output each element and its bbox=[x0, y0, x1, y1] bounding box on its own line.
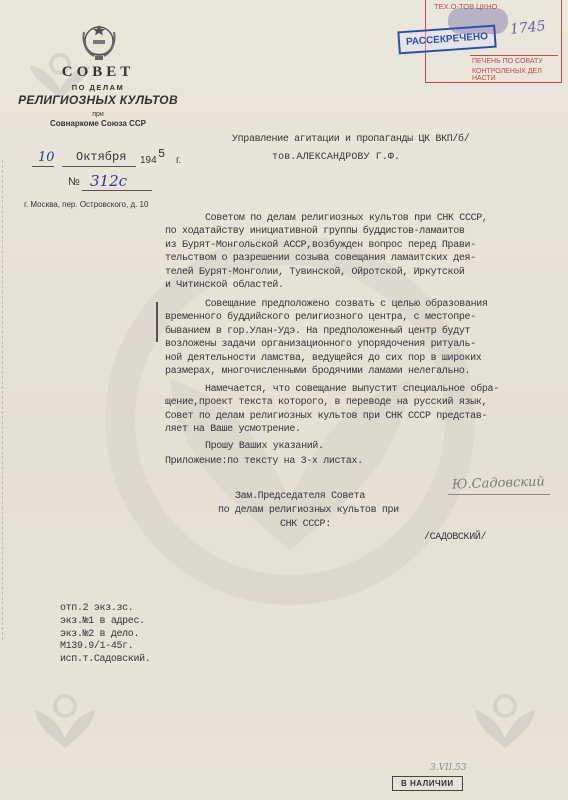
handwritten-signature: Ю.Садовский bbox=[451, 474, 545, 493]
bottom-pencil-note: 3.VII.53 bbox=[430, 763, 467, 773]
date-year-digit: 5 bbox=[158, 147, 166, 161]
dispatch-notes bbox=[60, 603, 150, 667]
text-line: размерах, многочисленными бродячими ламами нелегально. bbox=[165, 366, 471, 378]
body-paragraph-2 bbox=[165, 298, 488, 378]
registration-number bbox=[68, 174, 168, 192]
letterhead-religious-cults: РЕЛИГИОЗНЫХ КУЛЬТОВ bbox=[18, 93, 178, 107]
dispatch-note-line: М139.9/1-45г. bbox=[60, 641, 134, 653]
stamp-red-line3: КОНТРОЛЕНЫХ ДЕЛ НАСТИ bbox=[472, 68, 542, 82]
text-line: ной деятельности ламства, ведущейся до сих пор в широких bbox=[165, 352, 482, 364]
letterhead-on-affairs: ПО ДЕЛАМ bbox=[71, 83, 125, 92]
text-line: возложены задачи организационного упорядочения ритуаль- bbox=[165, 339, 476, 351]
text-line: тельством о разрешении созыва совещания ламаитских дея- bbox=[165, 253, 476, 265]
text-line: щение,проект текста которого, в переводе на русский язык, bbox=[165, 397, 488, 409]
text-line: из Бурят-Монгольской АССР,возбужден вопрос перед Прави- bbox=[165, 239, 476, 251]
date-month: Октября bbox=[76, 150, 127, 164]
watermark-emblem-icon bbox=[470, 690, 540, 750]
number-underline bbox=[82, 190, 152, 191]
text-line: временного буддийского религиозного центра, с местопре- bbox=[165, 312, 476, 324]
request-line: Прошу Ваших указаний. bbox=[205, 441, 324, 452]
text-line: по ходатайству инициативной группы буддистов-ламаитов bbox=[165, 226, 465, 238]
signature-underline bbox=[448, 494, 550, 495]
dispatch-note-line: экз.№2 в дело. bbox=[60, 628, 140, 640]
date-day: 10 bbox=[38, 150, 55, 165]
text-line: Намечается, что совещание выпустит специальное обра- bbox=[205, 384, 499, 395]
text-line: Советом по делам религиозных культов при СНК СССР, bbox=[205, 213, 488, 224]
coat-of-arms-icon bbox=[80, 22, 118, 62]
date-year-suffix: г. bbox=[176, 155, 182, 166]
dispatch-note-line: экз.№1 в адрес. bbox=[60, 615, 145, 627]
date-line bbox=[28, 147, 188, 168]
signature-name: /САДОВСКИЙ/ bbox=[424, 532, 487, 543]
watermark-emblem-icon bbox=[30, 690, 100, 750]
signature-line-1: Зам.Председателя Совета bbox=[235, 491, 365, 502]
margin-pencil-mark bbox=[156, 302, 158, 342]
date-year-prefix: 194 bbox=[140, 155, 157, 166]
letterhead-at: при bbox=[92, 111, 104, 118]
dispatch-note-line: исп.т.Садовский. bbox=[60, 654, 151, 666]
letterhead bbox=[18, 64, 178, 128]
number-value: 312с bbox=[90, 172, 128, 190]
dispatch-note-line: отп.2 экз.зс. bbox=[60, 603, 134, 614]
text-line: Совет по делам религиозных культов при СНК СССР представ- bbox=[165, 410, 488, 422]
date-day-underline bbox=[32, 166, 54, 167]
text-line: телей Бурят-Монголии, Тувинской, Ойротской, Иркутской bbox=[165, 266, 465, 278]
stamp-ink-mark bbox=[448, 8, 508, 34]
text-line: ляет на Ваше усмотрение. bbox=[165, 424, 301, 436]
signature-line-3: СНК СССР: bbox=[280, 519, 331, 530]
text-line: и Читинской областей. bbox=[165, 280, 284, 292]
number-sign: № bbox=[68, 176, 80, 188]
addressee-recipient: тов.АЛЕКСАНДРОВУ Г.Ф. bbox=[272, 152, 401, 163]
body-paragraph-1 bbox=[165, 212, 488, 292]
text-line: Совещание предположено созвать с целью образования bbox=[205, 299, 488, 310]
binding-mark bbox=[2, 160, 6, 640]
text-line: быванием в гор.Улан-Удэ. На предположенный центр будут bbox=[165, 325, 471, 337]
body-paragraph-3 bbox=[165, 383, 499, 437]
letterhead-sovnarkom: Совнаркоме Союза ССР bbox=[50, 119, 146, 128]
declassified-stamp: РАССЕКРЕЧЕНО bbox=[397, 25, 496, 55]
attachment-line: Приложение:по тексту на 3-х листах. bbox=[165, 456, 363, 467]
signature-line-2: по делам религиозных культов при bbox=[218, 505, 399, 516]
letterhead-council: СОВЕТ bbox=[61, 64, 135, 80]
handwritten-archive-number: 1745 bbox=[509, 18, 547, 38]
stamp-red-line2: ПЕЧЕНЬ ПО СОВАТУ bbox=[472, 58, 543, 65]
in-stock-stamp: В НАЛИЧИИ bbox=[392, 776, 463, 791]
stamp-red-line1: ТЕХ.О-ТОВ ЦКНО bbox=[434, 2, 498, 11]
letterhead-address: г. Москва, пер. Островского, д. 10 bbox=[24, 200, 149, 209]
addressee-department: Управление агитации и пропаганды ЦК ВКП/б/ bbox=[232, 134, 470, 145]
date-month-underline bbox=[62, 166, 136, 167]
